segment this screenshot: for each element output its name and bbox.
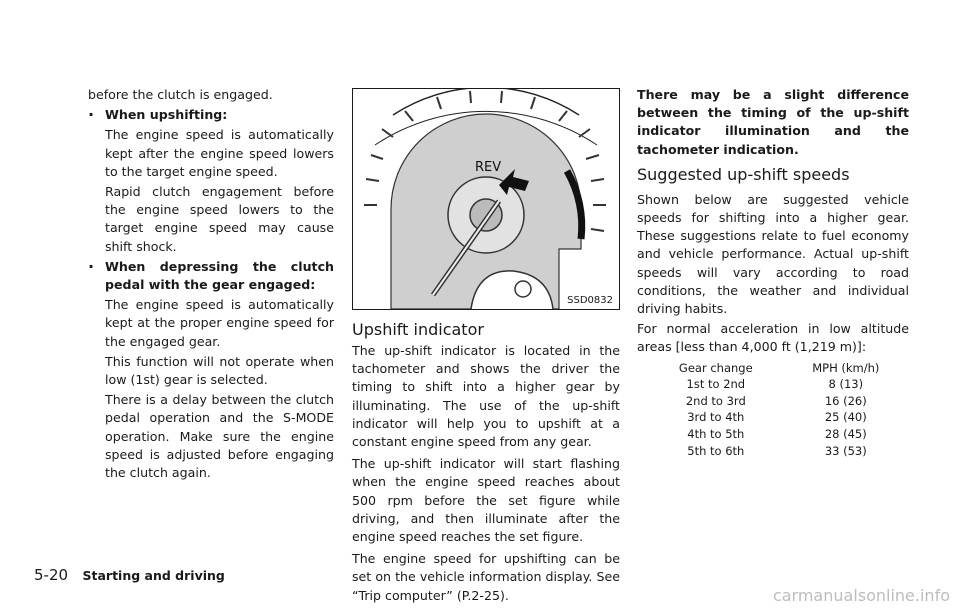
paragraph: There is a delay between the clutch pedal operation and the S-MODE operation. Make sure the engine speed is adjusted before engaging the clutch again. bbox=[105, 392, 334, 481]
paragraph: The engine speed is automatically kept at the proper engine speed for the engaged gear. bbox=[105, 297, 334, 349]
gear-cell: 3rd to 4th bbox=[687, 410, 745, 425]
page-number: 5-20 bbox=[34, 566, 69, 584]
note-paragraph: There may be a slight difference between the timing of the up-shift indicator illumination and the tachometer indication. bbox=[637, 87, 909, 157]
figure-code: SSD0832 bbox=[567, 295, 613, 306]
paragraph: For normal acceleration in low altitude areas [less than 4,000 ft (1,219 m)]: bbox=[637, 321, 909, 355]
middle-column bbox=[352, 320, 620, 609]
section-heading: Suggested up-shift speeds bbox=[637, 164, 850, 184]
paragraph: The engine speed is automatically kept after the engine speed lowers to the target engine speed. bbox=[105, 127, 334, 179]
table-row bbox=[661, 394, 909, 411]
table-row bbox=[661, 410, 909, 427]
bullet-upshifting: . When upshifting: bbox=[88, 106, 334, 124]
paragraph: Rapid clutch engagement before the engine speed lowers to the target engine speed may cause shift shock. bbox=[105, 184, 334, 254]
speed-cell: 25 (40) bbox=[824, 410, 867, 425]
table-header-row bbox=[661, 361, 909, 378]
paragraph: This function will not operate when low (1st) gear is selected. bbox=[105, 353, 334, 388]
tachometer-figure bbox=[352, 88, 620, 310]
table-row bbox=[661, 377, 909, 394]
page-footer bbox=[34, 566, 225, 584]
gear-cell: 2nd to 3rd bbox=[685, 393, 746, 408]
table-row bbox=[661, 444, 909, 461]
paragraph: before the clutch is engaged. bbox=[88, 87, 273, 102]
table-row bbox=[661, 427, 909, 444]
bullet-clutch-pedal: . When depressing the clutch pedal with the gear engaged: bbox=[88, 258, 334, 294]
upshift-speeds-table bbox=[661, 361, 909, 461]
speed-cell: 8 (13) bbox=[828, 377, 864, 392]
paragraph: The engine speed for upshifting can be set on the vehicle information display. See “Trip computer” (P.2-25). bbox=[352, 551, 620, 603]
right-column bbox=[637, 86, 909, 460]
paragraph: The up-shift indicator will start flashing when the engine speed reaches about 500 rpm before the set figure while driving, and then illuminate after the engine speed reaches the set figure. bbox=[352, 456, 620, 545]
speed-cell: 28 (45) bbox=[824, 427, 867, 442]
paragraph: The up-shift indicator is located in the tachometer and shows the driver the timing to shift into a higher gear by illuminating. The use of the up-shift indicator will help you to upshift at a constant engine speed from any gear. bbox=[352, 343, 620, 450]
gear-cell: 1st to 2nd bbox=[686, 377, 746, 392]
speed-cell: 33 (53) bbox=[824, 443, 867, 458]
gear-cell: 4th to 5th bbox=[687, 427, 745, 442]
rev-label: REV bbox=[475, 160, 502, 175]
section-heading: Upshift indicator bbox=[352, 320, 484, 339]
column-header: MPH (km/h) bbox=[812, 360, 880, 375]
tachometer-illustration bbox=[353, 89, 619, 309]
section-title: Starting and driving bbox=[82, 568, 225, 583]
column-header: Gear change bbox=[678, 360, 753, 375]
gear-cell: 5th to 6th bbox=[687, 443, 745, 458]
left-column bbox=[88, 86, 334, 484]
watermark: carmanualsonline.info bbox=[772, 586, 950, 605]
speed-cell: 16 (26) bbox=[824, 393, 867, 408]
paragraph: Shown below are suggested vehicle speeds for shifting into a higher gear. These suggestions relate to fuel economy and vehicle performance. Actual up-shift speeds will vary according to road conditions, the weather and individual driving habits. bbox=[637, 191, 909, 317]
